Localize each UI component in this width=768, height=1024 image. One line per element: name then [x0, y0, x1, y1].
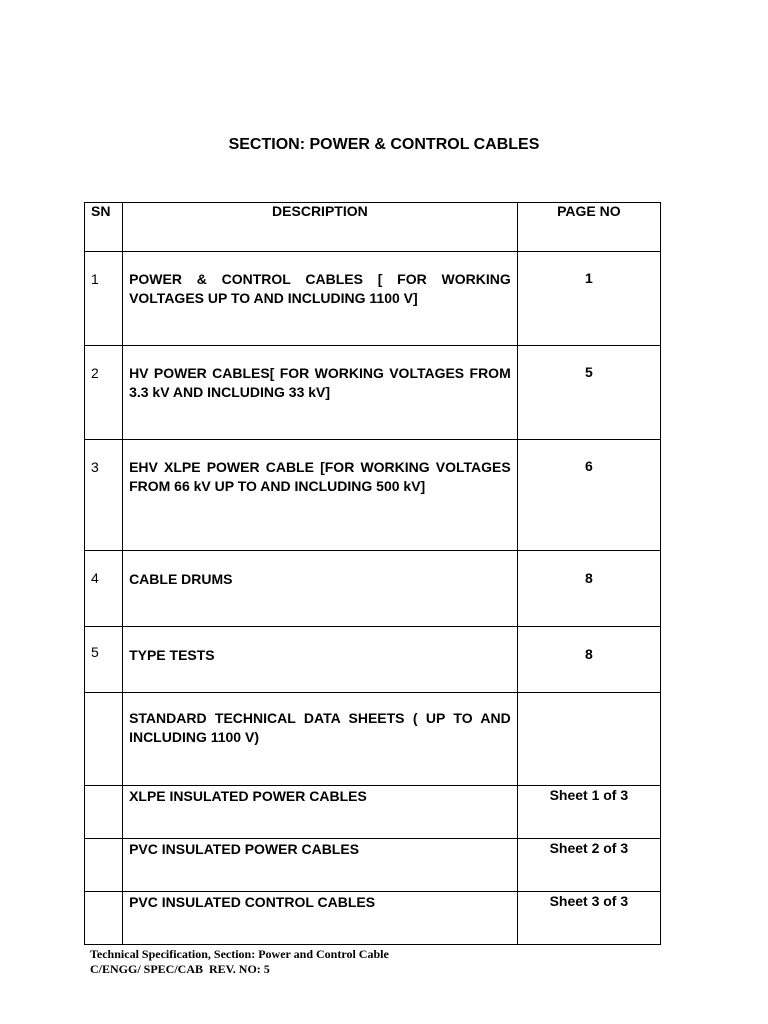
table-row [85, 346, 661, 440]
row-sn [85, 892, 123, 945]
row-description: HV POWER CABLES[ FOR WORKING VOLTAGES FROM 3.3 kV AND INCLUDING 33 kV] [123, 346, 518, 440]
table-row [85, 693, 661, 786]
row-sn: 1 [85, 252, 123, 346]
row-sn [85, 693, 123, 786]
row-page [517, 693, 660, 786]
row-description: STANDARD TECHNICAL DATA SHEETS ( UP TO AND INCLUDING 1100 V) [123, 693, 518, 786]
header-sn: SN [85, 203, 123, 252]
header-description: DESCRIPTION [123, 203, 518, 252]
footer-revision: C/ENGG/ SPEC/CAB REV. NO: 5 [90, 962, 270, 976]
row-description: TYPE TESTS [123, 627, 518, 693]
table-row [85, 892, 661, 945]
row-sn [85, 786, 123, 839]
footer-spec-title: Technical Specification, Section: Power and Control Cable [90, 947, 389, 961]
table-row [85, 252, 661, 346]
row-page: Sheet 2 of 3 [517, 839, 660, 892]
table-row [85, 440, 661, 551]
page-title: SECTION: POWER & CONTROL CABLES [228, 136, 540, 153]
row-sn [85, 839, 123, 892]
row-page: 8 [517, 627, 660, 693]
row-description: XLPE INSULATED POWER CABLES [123, 786, 518, 839]
row-page: Sheet 3 of 3 [517, 892, 660, 945]
header-page-no: PAGE NO [517, 203, 660, 252]
row-description: EHV XLPE POWER CABLE [FOR WORKING VOLTAGES FROM 66 kV UP TO AND INCLUDING 500 kV] [123, 440, 518, 551]
table-row [85, 627, 661, 693]
row-sn: 3 [85, 440, 123, 551]
row-page: 5 [517, 346, 660, 440]
contents-table [84, 202, 661, 945]
row-description: PVC INSULATED CONTROL CABLES [123, 892, 518, 945]
row-sn: 5 [85, 627, 123, 693]
row-description: CABLE DRUMS [123, 551, 518, 627]
row-page: 8 [517, 551, 660, 627]
table-row [85, 551, 661, 627]
row-sn: 2 [85, 346, 123, 440]
row-page: 6 [517, 440, 660, 551]
page-footer [90, 947, 389, 977]
row-description: PVC INSULATED POWER CABLES [123, 839, 518, 892]
row-page: Sheet 1 of 3 [517, 786, 660, 839]
table-row [85, 839, 661, 892]
row-page: 1 [517, 252, 660, 346]
table-row [85, 786, 661, 839]
row-sn: 4 [85, 551, 123, 627]
table-header-row [85, 203, 661, 252]
row-description: POWER & CONTROL CABLES [ FOR WORKING VOLTAGES UP TO AND INCLUDING 1100 V] [123, 252, 518, 346]
